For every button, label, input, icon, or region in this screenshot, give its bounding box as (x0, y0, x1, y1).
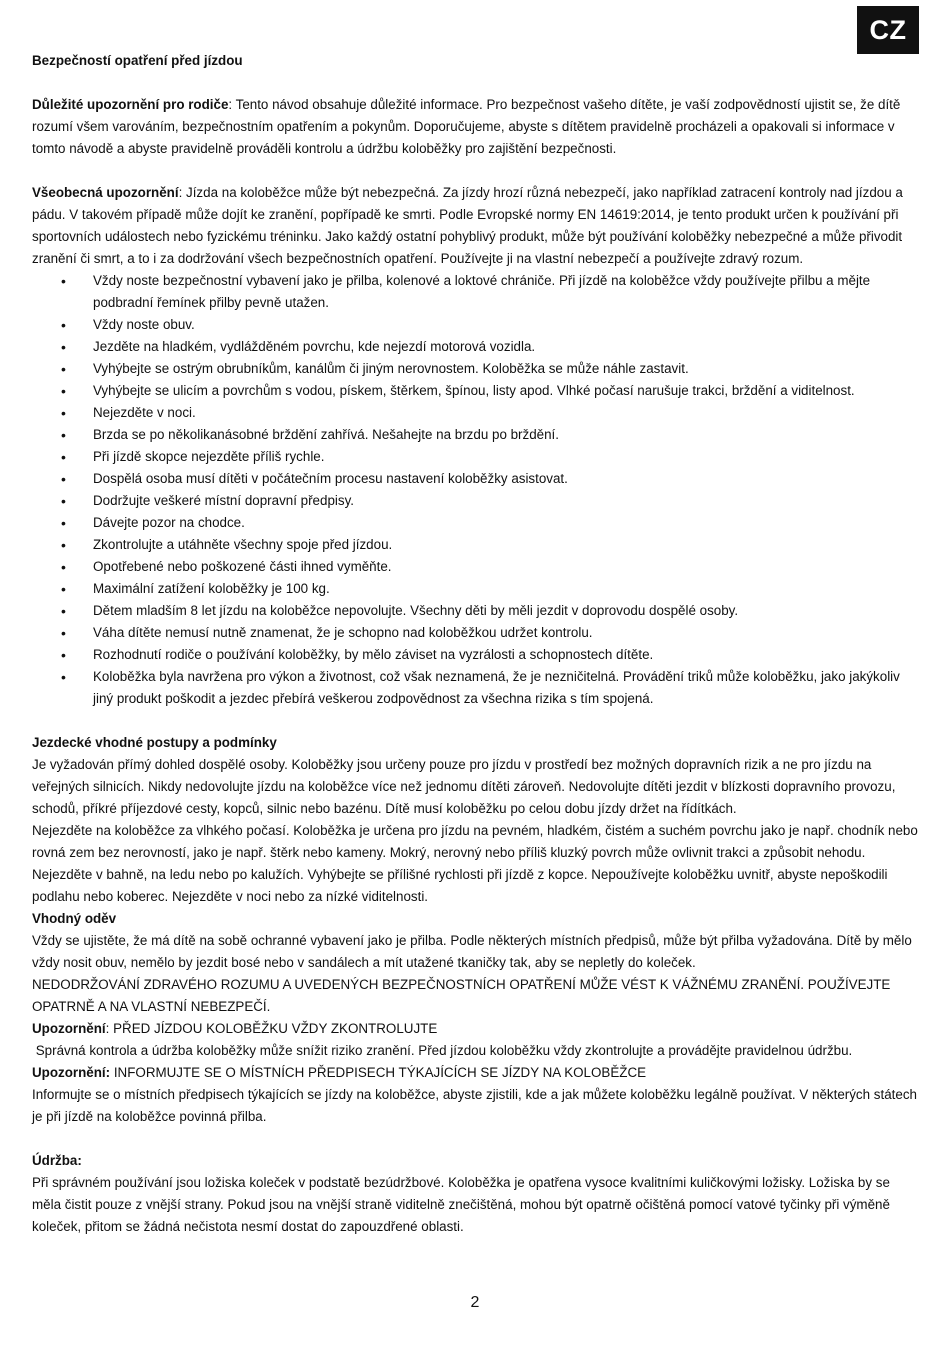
riding-practices-paragraph: Nejezděte v bahně, na ledu nebo po kalužích. Vyhýbejte se přílišné rychlosti při jízdě z kopce. Nepoužívejte koloběžku uvnitř, abyste nepoškodili podlahu nebo koberec. Nejezděte v noci nebo za nízké viditelnosti. (32, 867, 888, 904)
maintenance-paragraph: Při správném používání jsou ložiska koleček v podstatě bezúdržbové. Koloběžka je opatřena vysoce kvalitními kuličkovými ložisky. Ložiska by se měla čistit pouze z vnější strany. Pokud jsou na vnější straně viditelně znečištěná, mohou být opatrně očištěná pomocí vatové tyčinky při výměně koleček, přitom se žádná nečistota nesmí dostat do zapouzdřené oblasti. (32, 1175, 890, 1234)
list-item: • Dětem mladším 8 let jízdu na koloběžce nepovolujte. Všechny děti by měli jezdit v doprovodu dospělé osoby. (32, 600, 920, 622)
warning-regulations (32, 1062, 920, 1084)
warning-regulations-text: INFORMUJTE SE O MÍSTNÍCH PŘEDPISECH TÝKAJÍCÍCH SE JÍZDY NA KOLOBĚŽCE (110, 1065, 647, 1080)
list-item: • Vyhýbejte se ulicím a povrchům s vodou, pískem, štěrkem, špínou, listy apod. Vlhké počasí narušuje trakci, brždění a viditelnost. (32, 380, 920, 402)
warning-regulations-paragraph: Informujte se o místních předpisech týkajících se jízdy na koloběžce, abyste zjistili, kde a jak můžete koloběžku legálně používat. V některých státech je při jízdě na koloběžce povinná přilba. (32, 1087, 917, 1124)
list-item: • Vždy noste obuv. (32, 314, 920, 336)
list-item: • Zkontrolujte a utáhněte všechny spoje před jízdou. (32, 534, 920, 556)
document-body (32, 50, 920, 1238)
safety-bullet-list (32, 270, 920, 710)
clothing-paragraph: Vždy se ujistěte, že má dítě na sobě ochranné vybavení jako je přilba. Podle některých místních předpisů, může být přilba vyžadována. Dítě by mělo vždy nosit obuv, nemělo by jezdit bosé nebo v sandálech a mít utažené tkaničky tak, aby se nepletly do koleček. (32, 933, 912, 970)
warning-regulations-label: Upozornění: (32, 1065, 111, 1080)
page-title: Bezpečností opatření před jízdou (32, 53, 243, 68)
list-item: • Váha dítěte nemusí nutně znamenat, že je schopno nad koloběžkou udržet kontrolu. (32, 622, 920, 644)
list-item: • Dospělá osoba musí dítěti v počátečním procesu nastavení koloběžky asistovat. (32, 468, 920, 490)
parent-notice-text: : Tento návod obsahuje důležité informace. Pro bezpečnost vašeho dítěte, je vaší zodpovědností ujistit se, že dítě rozumí všem varováním, bezpečnostním opatřením a pokynům. Doporučujeme, abyste s dítětem pravidelně procházeli a opakovali si informace v tomto návodě a abyste pravidelně prováděli kontrolu a údržbu koloběžky pro zajištění bezpečnosti. (32, 97, 901, 156)
list-item: • Vždy noste bezpečnostní vybavení jako je přilba, kolenové a loktové chrániče. Při jízdě na koloběžce vždy používejte přilbu a mějte podbradní řemínek přilby pevně utažen. (32, 270, 920, 314)
page-number: 2 (470, 1294, 480, 1311)
warning-check-text: : PŘED JÍZDOU KOLOBĚŽKU VŽDY ZKONTROLUJTE (105, 1021, 438, 1036)
language-badge: CZ (857, 6, 919, 54)
parent-notice-label: Důležité upozornění pro rodiče (32, 97, 229, 112)
warning-check-paragraph: Správná kontrola a údržba koloběžky může snížit riziko zranění. Před jízdou koloběžku vždy zkontrolujte a provádějte pravidelnou údržbu. (32, 1043, 853, 1058)
warning-check (32, 1018, 920, 1040)
riding-practices-paragraph: Je vyžadován přímý dohled dospělé osoby. Koloběžky jsou určeny pouze pro jízdu v prostředí bez možných dopravních rizik a ne pro jízdu na veřejných silnicích. Nikdy nedovolujte jízdu na koloběžce více než jednomu dítěti zároveň. Nedovolujte dítěti jezdit v blízkosti dopravního provozu, schodů, příkré příjezdové cesty, kopců, silnic nebo bazénu. Dítě musí koloběžku po celou dobu jízdy držet na řídítkách. (32, 757, 896, 816)
clothing-warning-caps: NEDODRŽOVÁNÍ ZDRAVÉHO ROZUMU A UVEDENÝCH BEZPEČNOSTNÍCH OPATŘENÍ MŮŽE VÉST K VÁŽNÉMU ZRANĚNÍ. POUŽÍVEJTE OPATRNĚ A NA VLASTNÍ NEBEZPEČÍ. (32, 977, 891, 1014)
riding-practices-paragraph: Nejezděte na koloběžce za vlhkého počasí. Koloběžka je určena pro jízdu na pevném, hladkém, čistém a suchém povrchu jako je např. chodník nebo rovná zem bez nerovností, jako je např. štěrk nebo kameny. Mokrý, nerovný nebo příliš kluzký povrch může ovlivnit trakci a způsobit nehodu. (32, 823, 918, 860)
list-item: • Vyhýbejte se ostrým obrubníkům, kanálům či jiným nerovnostem. Koloběžka se může náhle zastavit. (32, 358, 920, 380)
list-item: • Maximální zatížení koloběžky je 100 kg. (32, 578, 920, 600)
general-warnings-text: : Jízda na koloběžce může být nebezpečná. Za jízdy hrozí různá nebezpečí, jako například zatracení kontroly nad jízdou a pádu. V takovém případě může dojít ke zranění, popřípadě ke smrti. Podle Evropské normy EN 14619:2014, je tento produkt určen k používání při sportovních událostech nebo fyzickému tréninku. Jako každý ostatní pohyblivý produkt, může být používání koloběžky nebezpečné a může přivodit zranění či smrt, a to i za dodržování všech bezpečnostních opatření. Používejte ji na vlastní nebezpečí a používejte zdravý rozum. (32, 185, 903, 266)
riding-practices-heading: Jezdecké vhodné postupy a podmínky (32, 735, 277, 750)
list-item: • Brzda se po několikanásobné brždění zahřívá. Nešahejte na brzdu po brždění. (32, 424, 920, 446)
maintenance-heading: Údržba: (32, 1153, 82, 1168)
warning-check-label: Upozornění (32, 1021, 106, 1036)
list-item: • Koloběžka byla navržena pro výkon a životnost, což však neznamená, že je nezničitelná. Provádění triků může koloběžku, jako jakýkoliv jiný produkt poškodit a jezdec přebírá veškerou zodpovědnost za všechna rizika s tím spojená. (32, 666, 920, 710)
general-warnings-label: Všeobecná upozornění (32, 185, 179, 200)
list-item: • Nejezděte v noci. (32, 402, 920, 424)
list-item: • Rozhodnutí rodiče o používání koloběžky, by mělo záviset na vyzrálosti a schopnostech dítěte. (32, 644, 920, 666)
list-item: • Opotřebené nebo poškozené části ihned vyměňte. (32, 556, 920, 578)
parent-notice (32, 94, 920, 160)
clothing-heading: Vhodný oděv (32, 911, 117, 926)
list-item: • Při jízdě skopce nejezděte příliš rychle. (32, 446, 920, 468)
list-item: • Dávejte pozor na chodce. (32, 512, 920, 534)
list-item: • Jezděte na hladkém, vydlážděném povrchu, kde nejezdí motorová vozidla. (32, 336, 920, 358)
list-item: • Dodržujte veškeré místní dopravní předpisy. (32, 490, 920, 512)
general-warnings (32, 182, 920, 270)
